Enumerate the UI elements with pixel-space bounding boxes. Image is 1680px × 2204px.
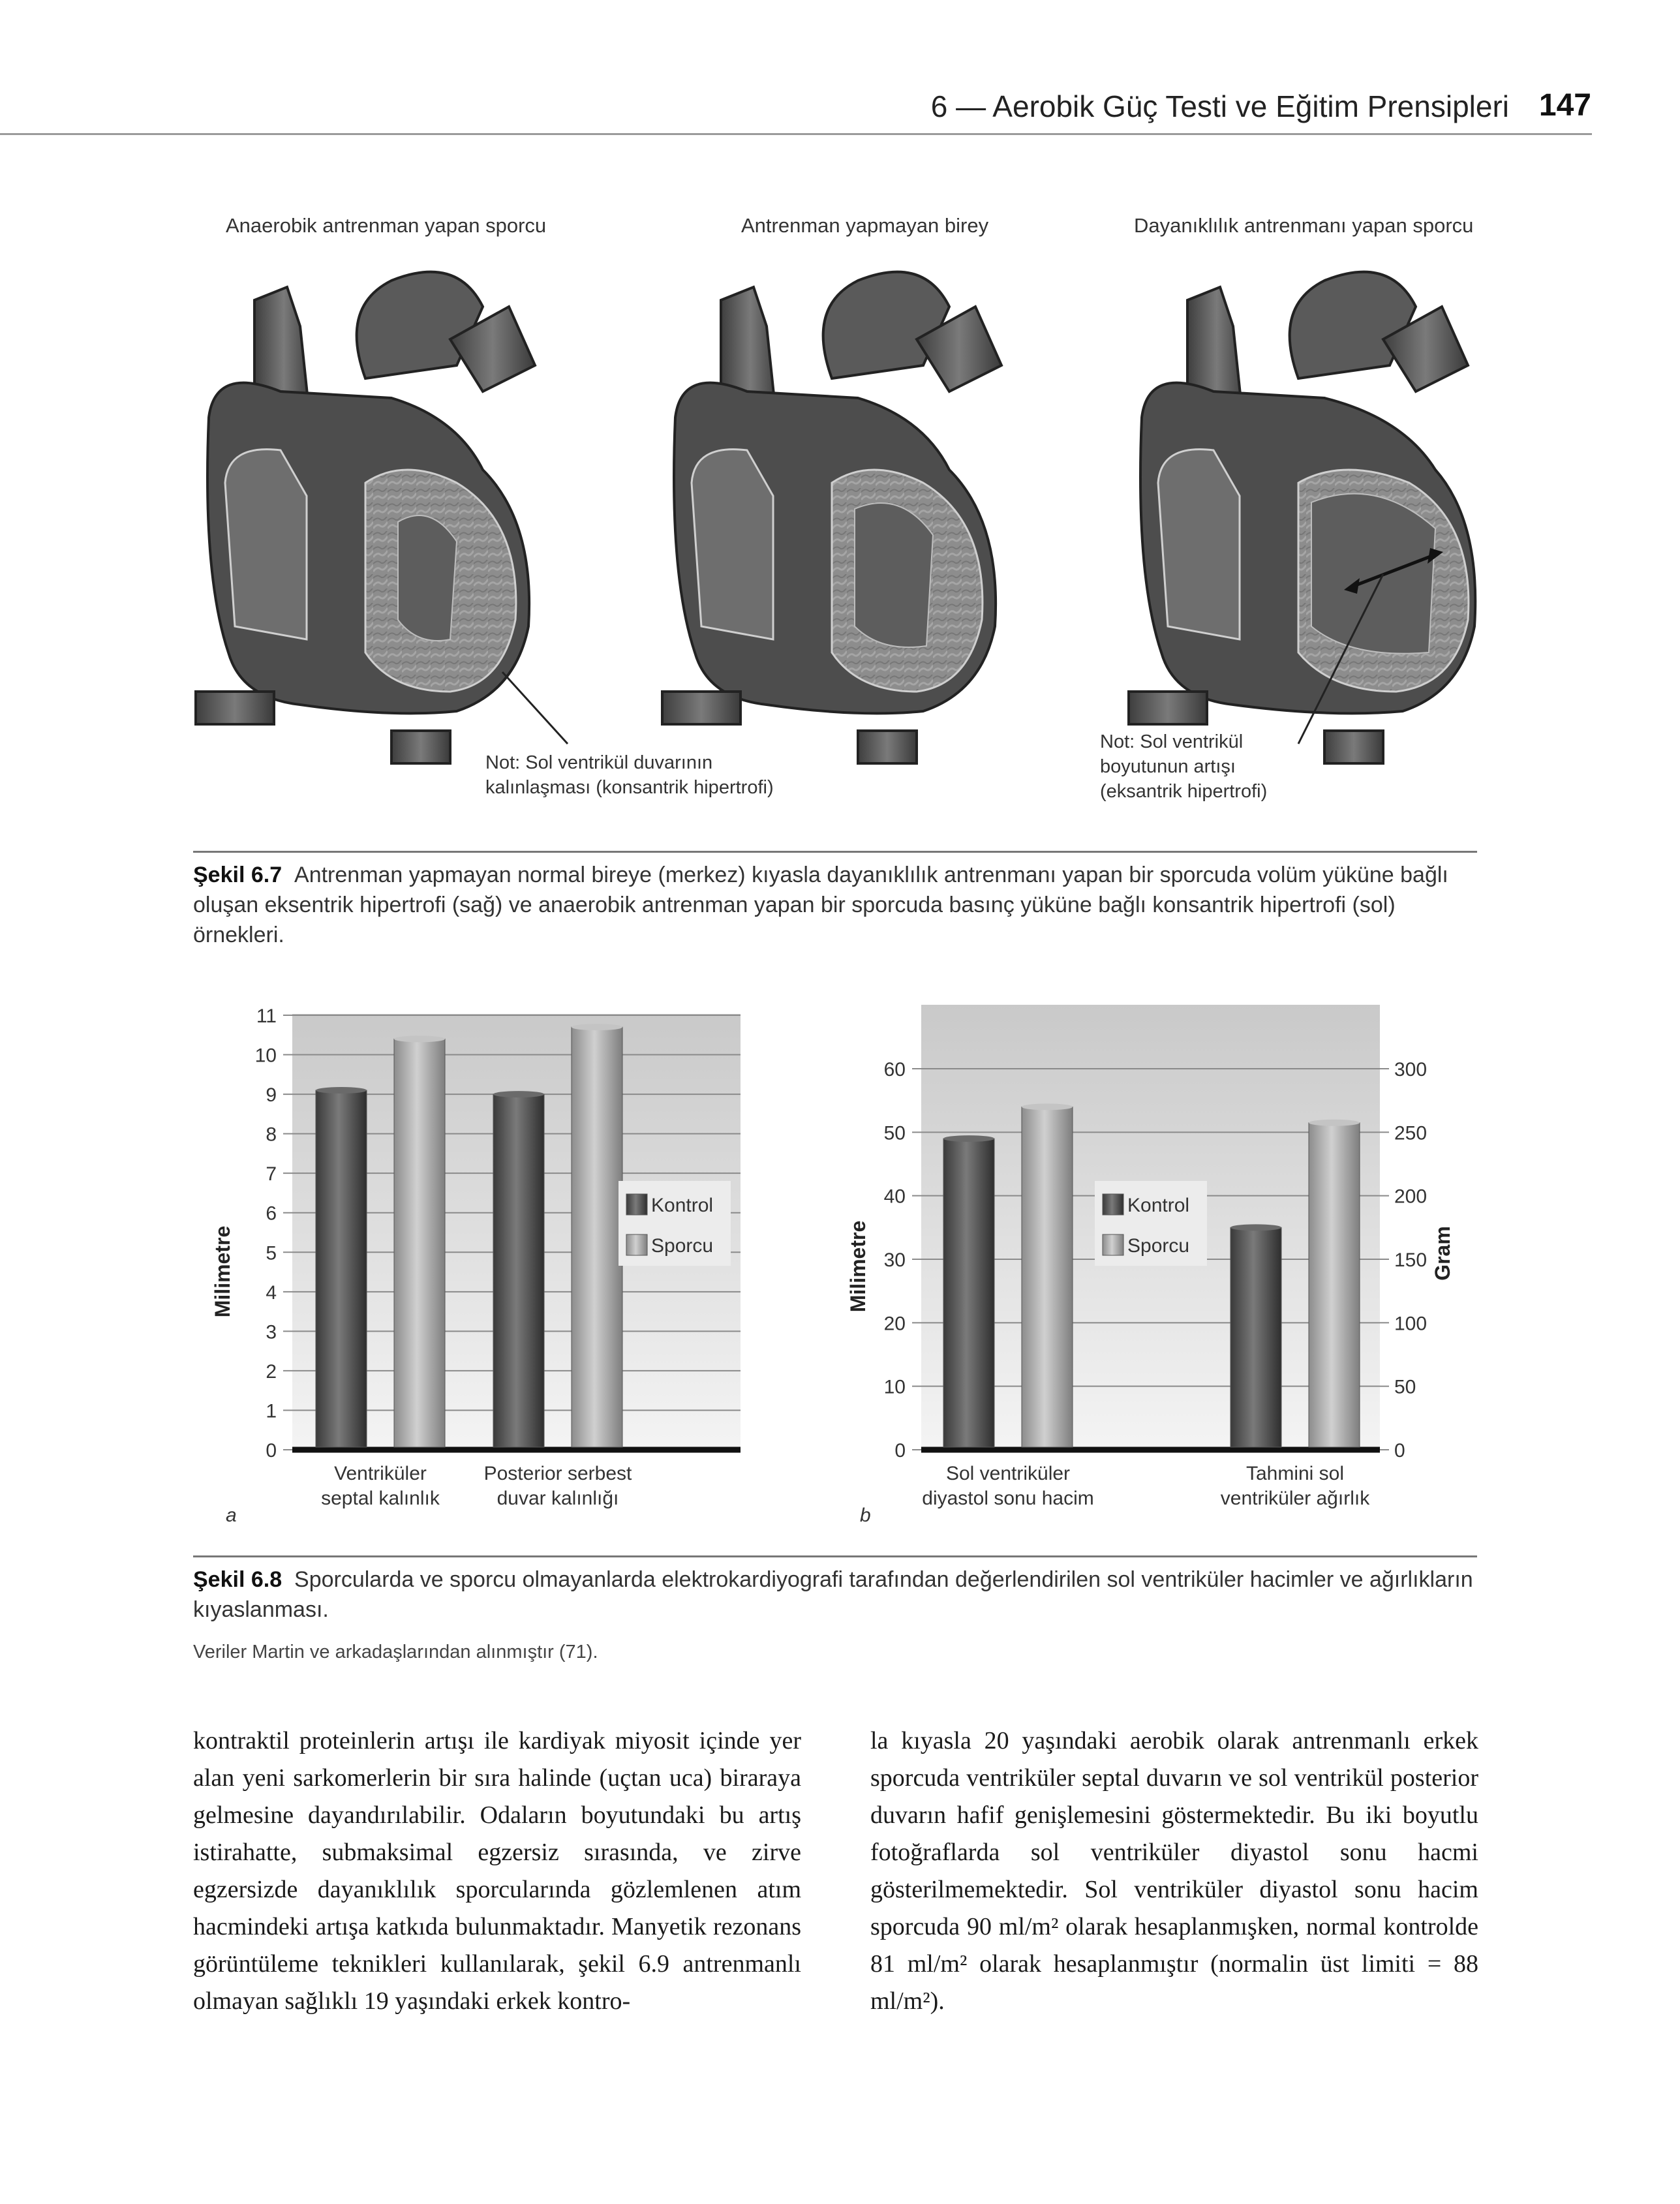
legend-label: Kontrol: [651, 1195, 714, 1216]
body-column-left: kontraktil proteinlerin artışı ile kardiyak miyosit içinde yer alan yeni sarkomerlerin bir sıra halinde (uçtan uca) biraraya gelmesine dayandırılabilir. Odaların boyutundaki bu artış istirahatte, submaksimal egzersiz sırasında, ve zirve egzersizde dayanıklılık sporcularında gözlemlenen atım hacmindeki artışa katkıda bulunmaktadır. Manyetik rezonans görüntüleme teknikleri kullanılarak, şekil 6.9 antrenmanlı olmayan sağlıklı 19 yaşındaki erkek kontro-: [193, 1727, 801, 2015]
legend-label: Sporcu: [1127, 1235, 1190, 1257]
bar-sporcu: [1022, 1107, 1073, 1447]
bar-kontrol: [493, 1094, 544, 1447]
bar-cap: [316, 1087, 367, 1094]
y-tick-label: 0: [266, 1440, 277, 1462]
figure-6-7-rule: [193, 851, 1477, 853]
x-category-label: ventriküler ağırlık: [1220, 1488, 1370, 1509]
x-category-label: Ventriküler: [334, 1463, 427, 1484]
bar-sporcu: [394, 1039, 445, 1447]
bar-cap: [1022, 1103, 1073, 1110]
y-tick-label: 0: [894, 1440, 906, 1462]
x-category-label: Tahmini sol: [1245, 1463, 1345, 1484]
x-category-label: septal kalınlık: [321, 1488, 440, 1509]
y-axis-label: Milimetre: [846, 1220, 870, 1313]
y-tick-label: 9: [266, 1084, 277, 1107]
x-category-label: duvar kalınlığı: [496, 1488, 619, 1509]
x-category-label: Sol ventriküler: [945, 1463, 1071, 1484]
y-axis-label-right: Gram: [1431, 1226, 1454, 1281]
heart-anaerobic: [196, 272, 568, 763]
legend-swatch-sporcu: [1103, 1234, 1123, 1255]
y-tick-label: 6: [266, 1202, 277, 1225]
y-tick-label-right: 50: [1394, 1376, 1416, 1398]
y-tick-label: 8: [266, 1124, 277, 1146]
legend-label: Kontrol: [1127, 1195, 1190, 1216]
y-tick-label-right: 300: [1394, 1059, 1428, 1080]
caption-label: Şekil 6.8: [193, 1567, 283, 1592]
figure-6-8-rule: [193, 1555, 1477, 1557]
legend-swatch-sporcu: [626, 1234, 647, 1255]
y-tick-label: 30: [883, 1249, 906, 1271]
y-tick-label-right: 150: [1394, 1249, 1428, 1271]
y-tick-label: 4: [266, 1281, 277, 1304]
bar-cap: [1309, 1120, 1360, 1126]
note-eccentric: Not: Sol ventrikül boyutunun artışı (eksantrik hipertrofi): [1100, 731, 1268, 802]
legend-swatch-kontrol: [1103, 1194, 1123, 1215]
heart-label-untrained: Antrenman yapmayan birey: [741, 214, 989, 237]
y-tick-label: 3: [266, 1321, 277, 1343]
bar-cap: [572, 1024, 622, 1030]
figure-6-8-charts: [0, 979, 1680, 1553]
heart-untrained: [662, 272, 1001, 763]
note-concentric: Not: Sol ventrikül duvarının kalınlaşması (konsantrik hipertrofi): [485, 752, 774, 798]
y-axis-label: Milimetre: [211, 1225, 234, 1318]
bar-cap: [394, 1035, 445, 1042]
heart-illustrations: [0, 0, 1680, 861]
y-tick-label: 20: [883, 1313, 906, 1335]
y-tick-label: 7: [266, 1163, 277, 1186]
bar-sporcu: [572, 1027, 622, 1447]
y-tick-label: 10: [254, 1045, 277, 1067]
y-tick-label: 50: [883, 1122, 906, 1144]
bar-kontrol: [943, 1139, 994, 1447]
y-tick-label: 1: [266, 1400, 277, 1422]
bar-sporcu: [1309, 1123, 1360, 1447]
figure-6-8-source: Veriler Martin ve arkadaşlarından alınmıştır (71).: [193, 1642, 598, 1662]
y-tick-label: 11: [256, 1005, 277, 1027]
bar-kontrol: [316, 1090, 367, 1447]
bar-cap: [943, 1135, 994, 1142]
heart-label-anaerobic: Anaerobik antrenman yapan sporcu: [226, 214, 547, 237]
caption-label: Şekil 6.7: [193, 863, 283, 887]
y-tick-label-right: 0: [1394, 1440, 1405, 1462]
heart-endurance: [1129, 272, 1475, 763]
y-tick-label: 40: [883, 1186, 906, 1208]
panel-label: b: [860, 1505, 871, 1526]
y-tick-label-right: 100: [1394, 1313, 1428, 1335]
y-tick-label: 2: [266, 1360, 277, 1383]
y-tick-label: 60: [883, 1059, 906, 1080]
legend-label: Sporcu: [651, 1235, 714, 1257]
caption-text: Sporcularda ve sporcu olmayanlarda elektrokardiyografi tarafından değerlendirilen sol ventriküler hacimler ve ağırlıkların kıyaslanması.: [193, 1567, 1473, 1622]
x-category-label: Posterior serbest: [483, 1463, 632, 1484]
figure-6-7-caption: [193, 860, 1477, 950]
legend-swatch-kontrol: [626, 1194, 647, 1215]
running-header-title: 6 — Aerobik Güç Testi ve Eğitim Prensipleri: [930, 89, 1509, 123]
page-number: 147: [1538, 88, 1591, 123]
bar-cap: [1230, 1224, 1281, 1231]
caption-text: Antrenman yapmayan normal bireye (merkez) kıyasla dayanıklılık antrenmanı yapan bir sporcuda volüm yüküne bağlı oluşan eksentrik hipertrofi (sağ) ve anaerobik antrenman yapan bir sporcuda basınç yüküne bağlı konsantrik hipertrofi (sol) örnekleri.: [193, 863, 1448, 947]
figure-6-8-caption: [193, 1565, 1477, 1625]
panel-label: a: [226, 1505, 237, 1526]
body-column-right: la kıyasla 20 yaşındaki aerobik olarak antrenmanlı erkek sporcuda ventriküler septal duvarın ve sol ventrikül posterior duvarın hafif genişlemesini göstermektedir. Bu iki boyutlu fotoğraflarda sol ventriküler diyastol sonu hacmi gösterilmemektedir. Sol ventriküler diyastol sonu hacim sporcuda 90 ml/m² olarak hesaplanmışken, normal kontrolde 81 ml/m² olarak hesaplanmıştır (normalin üst limiti = 88 ml/m²).: [870, 1727, 1478, 2015]
y-tick-label-right: 250: [1394, 1122, 1428, 1144]
y-tick-label-right: 200: [1394, 1186, 1428, 1208]
bar-kontrol: [1230, 1227, 1281, 1447]
y-tick-label: 10: [883, 1376, 906, 1398]
x-category-label: diyastol sonu hacim: [922, 1488, 1094, 1509]
heart-label-endurance: Dayanıklılık antrenmanı yapan sporcu: [1134, 214, 1474, 237]
bar-cap: [493, 1091, 544, 1097]
y-tick-label: 5: [266, 1242, 277, 1264]
